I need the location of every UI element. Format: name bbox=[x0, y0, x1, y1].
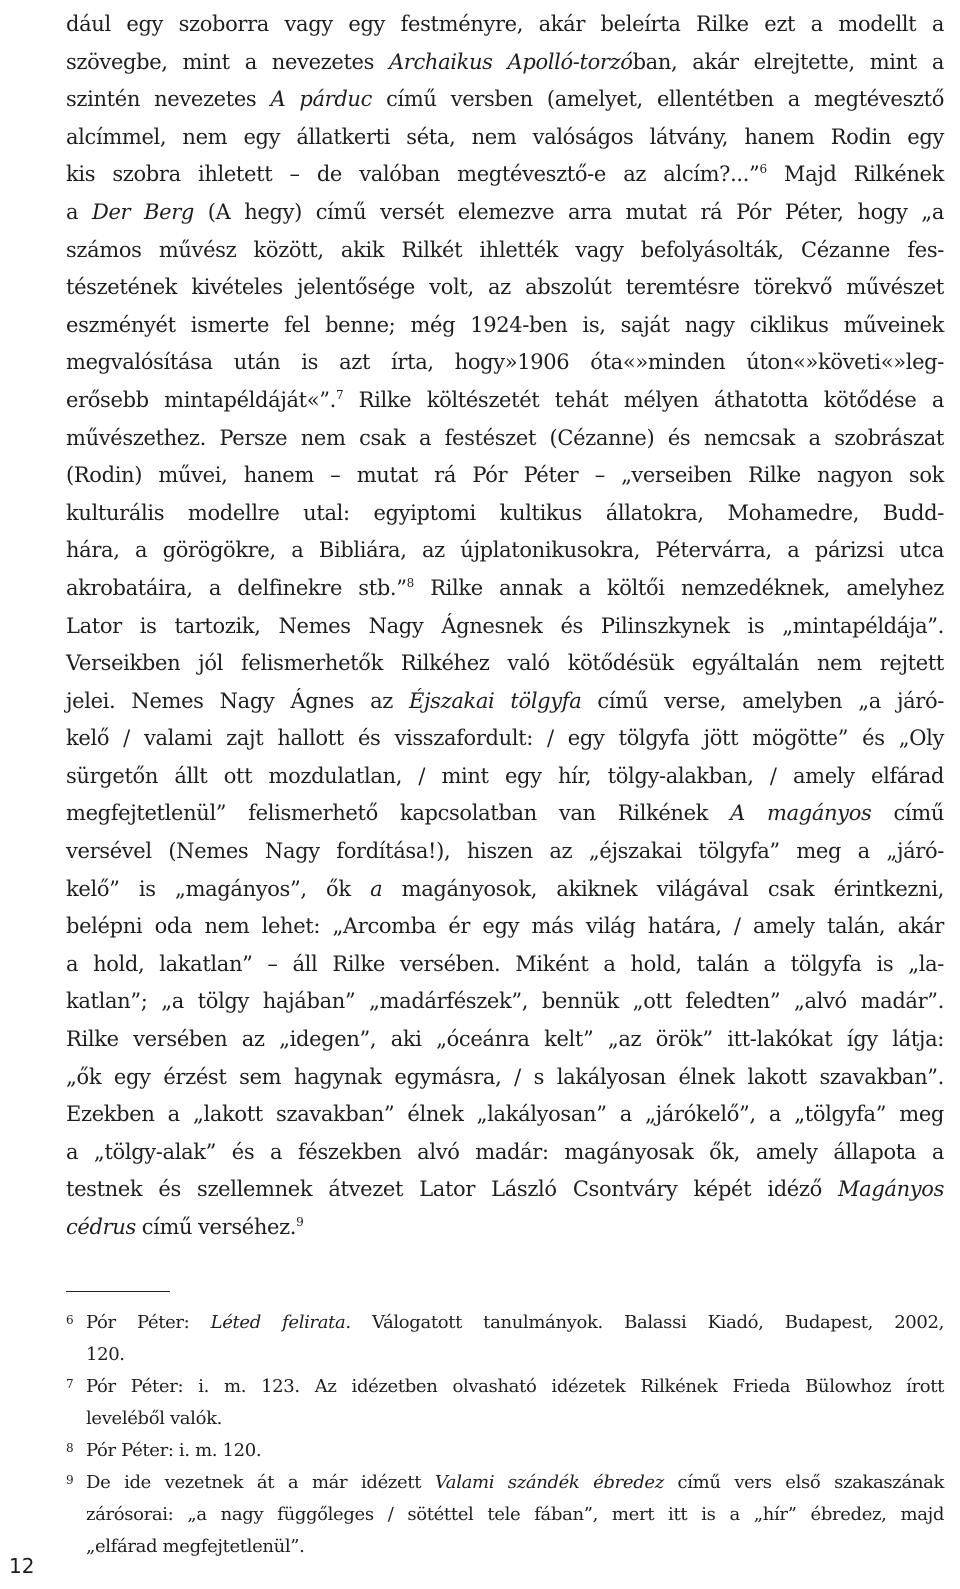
text-line: Lator is tartozik, Nemes Nagy Ágnesnek és Pilinszkynek is „mintapéldája”. bbox=[66, 613, 944, 638]
footnote-ref: 6 bbox=[759, 162, 767, 177]
footnote-ref: 8 bbox=[406, 575, 414, 590]
footnote-line: „elfárad megfejtetlenül”. bbox=[86, 1536, 305, 1557]
page-number: 12 bbox=[9, 1554, 35, 1578]
text-line: megvalósítása után is azt írta, hogy»1906 óta«»minden úton«»követi«»leg- bbox=[66, 350, 944, 375]
text-line: alcímmel, nem egy állatkerti séta, nem valóságos látvány, hanem Rodin egy bbox=[66, 124, 944, 149]
footnote-number: 7 bbox=[66, 1377, 74, 1391]
text-line: művészethez. Persze nem csak a festészet (Cézanne) és nemcsak a szobrászat bbox=[66, 425, 944, 450]
footnote-line: Pór Péter: Léted felirata. Válogatott tanulmányok. Balassi Kiadó, Budapest, 2002, bbox=[86, 1312, 944, 1333]
text-line: Verseikben jól felismerhetők Rilkéhez való kötődésük egyáltalán nem rejtett bbox=[66, 651, 944, 676]
text-line: testnek és szellemnek átvezet Lator László Csontváry képét idéző Magányos bbox=[66, 1177, 944, 1202]
footnotes bbox=[66, 1307, 944, 1563]
text-line: akrobatáira, a delfinekre stb.”$^8$ Rilke annak a költői nemzedéknek, amelyhez bbox=[66, 575, 944, 600]
text-line: belépni oda nem lehet: „Arcomba ér egy más világ határa, / amely talán, akár bbox=[66, 914, 944, 939]
text-line: jelei. Nemes Nagy Ágnes az Éjszakai tölgyfa című verse, amelyben „a járó- bbox=[66, 688, 945, 713]
footnote bbox=[66, 1371, 944, 1435]
text-line: sürgetőn állt ott mozdulatlan, / mint egy hír, tölgy-alakban, / amely elfárad bbox=[66, 763, 944, 788]
footnote-ref: 9 bbox=[296, 1215, 304, 1229]
footnote bbox=[66, 1435, 944, 1467]
footnote-line: zárósorai: „a nagy függőleges / sötéttel tele fában”, mert itt is a „hír” ébredez, majd bbox=[86, 1504, 944, 1525]
text-line: szintén nevezetes A párduc című versben (amelyet, ellentétben a megtévesztő bbox=[66, 87, 944, 112]
text-line: tészetének kivételes jelentősége volt, az abszolút teremtésre törekvő művészet bbox=[66, 275, 944, 300]
footnote bbox=[66, 1307, 944, 1371]
footnote-number: 9 bbox=[66, 1473, 74, 1487]
footnote-number: 6 bbox=[66, 1313, 74, 1327]
body-paragraph bbox=[66, 6, 944, 1247]
footnote-line: Pór Péter: i. m. 120. bbox=[86, 1440, 262, 1461]
text-line: szövegbe, mint a nevezetes Archaikus Apolló-torzóban, akár elrejtette, mint a bbox=[66, 49, 945, 74]
text-line: dául egy szoborra vagy egy festményre, akár beleírta Rilke ezt a modellt a bbox=[66, 12, 944, 36]
text-line: (Rodin) művei, hanem – mutat rá Pór Péter – „verseiben Rilke nagyon sok bbox=[66, 463, 944, 488]
text-line: „ők egy érzést sem hagynak egymásra, / s lakályosan élnek lakott szavakban”. bbox=[66, 1064, 944, 1089]
footnote-ref: 7 bbox=[335, 387, 344, 402]
text-line: cédrus című verséhez.$^9$ bbox=[66, 1215, 304, 1239]
footnote-separator bbox=[66, 1291, 170, 1292]
text-line: kulturális modellre utal: egyiptomi kultikus állatokra, Mohamedre, Budd- bbox=[66, 500, 944, 525]
text-line: katlan”; „a tölgy hajában” „madárfészek”, bennük „ott feledten” „alvó madár”. bbox=[66, 989, 944, 1014]
text-line: hára, a görögökre, a Bibliára, az újplatonikusokra, Pétervárra, a párizsi utca bbox=[66, 538, 944, 563]
footnote bbox=[66, 1467, 944, 1563]
footnote-line: Pór Péter: i. m. 123. Az idézetben olvasható idézetek Rilkének Frieda Bülowhoz írott bbox=[86, 1376, 944, 1397]
footnote-line: De ide vezetnek át a már idézett Valami szándék ébredez című vers első szakaszának bbox=[86, 1472, 945, 1493]
text-line: Rilke versében az „idegen”, aki „óceánra kelt” „az örök” itt-lakókat így látja: bbox=[66, 1027, 944, 1052]
text-line: kis szobra ihletett – de valóban megtévesztő-e az alcím?...”$^6$ Majd Rilkének bbox=[66, 162, 944, 187]
text-line: Ezekben a „lakott szavakban” élnek „lakályosan” a „járókelő”, a „tölgyfa” meg bbox=[66, 1102, 944, 1127]
text-line: kelő” is „magányos”, ők a magányosok, akiknek világával csak érintkezni, bbox=[66, 876, 945, 901]
text-line: kelő / valami zajt hallott és visszafordult: / egy tölgyfa jött mögötte” és „Oly bbox=[66, 726, 944, 751]
text-line: a „tölgy-alak” és a fészekben alvó madár: magányosak ők, amely állapota a bbox=[66, 1139, 944, 1164]
text-line: a hold, lakatlan” – áll Rilke versében. Miként a hold, talán a tölgyfa is „la- bbox=[66, 951, 944, 976]
text-line: erősebb mintapéldáját«”.$^7$ Rilke költészetét tehát mélyen áthatotta kötődése a bbox=[66, 387, 944, 412]
text-line: megfejtetlenül” felismerhető kapcsolatban van Rilkének A magányos című bbox=[66, 801, 945, 826]
text-line: a Der Berg (A hegy) című versét elemezve arra mutat rá Pór Péter, hogy „a bbox=[66, 199, 944, 224]
text-line: eszményét ismerte fel benne; még 1924-ben is, saját nagy ciklikus műveinek bbox=[66, 312, 944, 337]
text-line: számos művész között, akik Rilkét ihlették vagy befolyásolták, Cézanne fes- bbox=[66, 237, 944, 262]
footnote-line: leveléből valók. bbox=[86, 1408, 223, 1429]
footnote-number: 8 bbox=[66, 1441, 74, 1455]
footnote-line: 120. bbox=[86, 1344, 125, 1365]
text-line: versével (Nemes Nagy fordítása!), hiszen az „éjszakai tölgyfa” meg a „járó- bbox=[66, 839, 944, 864]
